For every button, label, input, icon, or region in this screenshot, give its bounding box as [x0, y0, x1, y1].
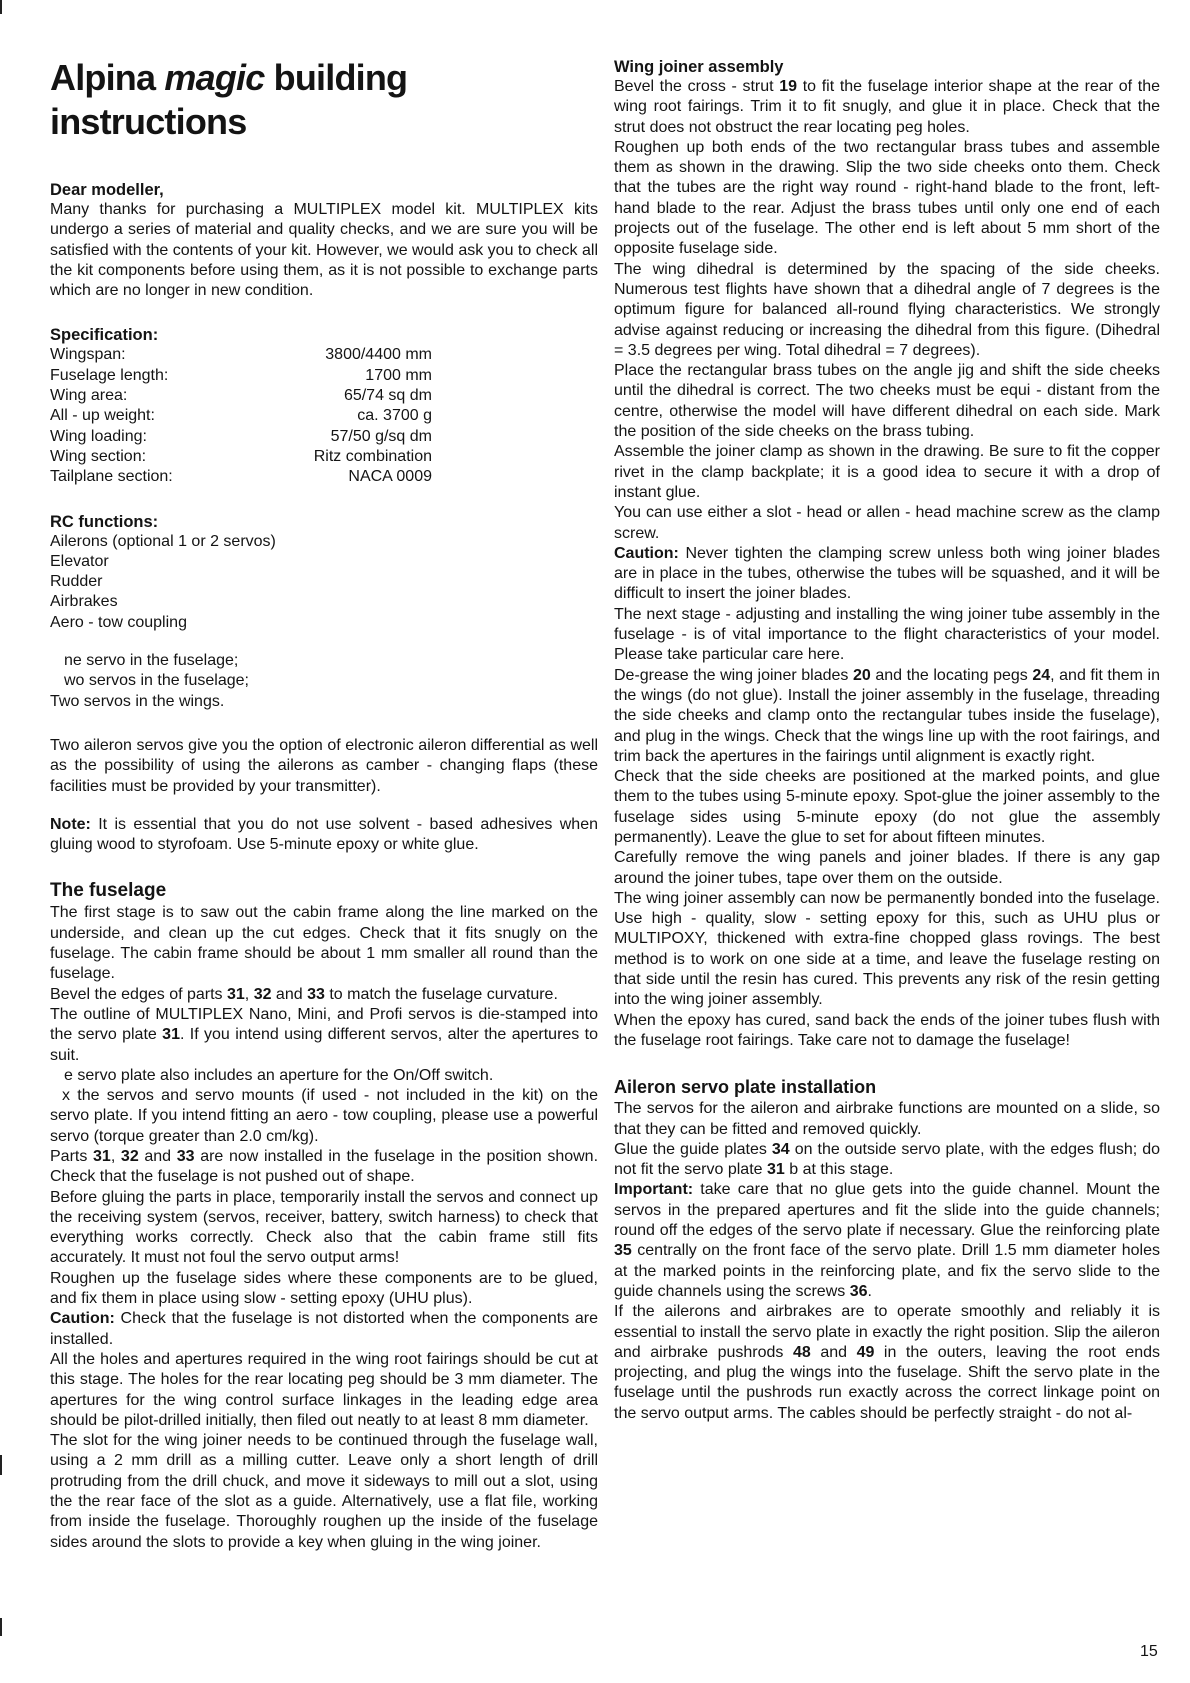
binding-mark [0, 1455, 2, 1475]
paragraph: Roughen up both ends of the two rectangular brass tubes and assemble them as shown in the drawing. Slip the two side cheeks onto them. Check that the tubes are the right way round - right-hand blade to the front, left-hand blade to the rear. Adjust the brass tubes until only one end of each projects out of the fuselage. The other end is left about 5 mm short of the opposite fuselage side. [614, 138, 1160, 258]
servo-option-list [50, 651, 598, 712]
page-number: 15 [1140, 1643, 1158, 1660]
important-paragraph: Important: take care that no glue gets into the guide channel. Mount the servos in the prepared apertures and fit the slide into the guide channels; round off the edges of the servo plate if necessary. Glue the reinforcing plate 35 centrally on the front face of the servo plate. Drill 1.5 mm diameter holes at the marked points in the reinforcing plate, and fix the servo slide to the guide channels using the screws 36. [614, 1181, 1160, 1300]
left-column [50, 56, 598, 1553]
paragraph: The wing dihedral is determined by the spacing of the side cheeks. Numerous test flights have shown that a dihedral angle of 7 degrees is the optimum figure for balanced all-round flying characteristics. We strongly advise against reducing or increasing the dihedral from this figure. (Dihedral = 3.5 degrees per wing. Total dihedral = 7 degrees). [614, 260, 1160, 359]
paragraph: x the servos and servo mounts (if used - not included in the kit) on the servo plate. If you intend fitting an aero - tow coupling, please use a powerful servo (torque greater than 2.0 cm/kg). [50, 1087, 598, 1145]
right-column [614, 57, 1160, 1424]
paragraph: If the ailerons and airbrakes are to operate smoothly and reliably it is essential to install the servo plate in exactly the right position. Slip the aileron and airbrake pushrods 48 and 49 in the outers, leaving the root ends projecting, and plug the wings into the fuselage. Shift the servo plate in the fuselage until the pushrods run exactly across the correct linkage point on the servo output arms. The cables should be perfectly straight - do not al- [614, 1303, 1161, 1422]
spec-row: Tailplane section: NACA 0009 [50, 468, 432, 486]
spec-table [50, 345, 598, 487]
note-paragraph: Note: It is essential that you do not use solvent - based adhesives when gluing wood to styrofoam. Use 5-minute epoxy or white glue. [50, 815, 598, 854]
aileron-paragraph: Two aileron servos give you the option of electronic aileron differential as well as the possibility of using the ailerons as camber - changing flaps (these facilities must be provided by your transmitter). [50, 736, 598, 795]
caution-paragraph: Caution: Never tighten the clamping screw unless both wing joiner blades are in place in the tubes, otherwise the tubes will be squashed, and it will be difficult to insert the joiner blades. [614, 544, 1160, 603]
list-item: Aero - tow coupling [50, 613, 187, 631]
intro-paragraph: Many thanks for purchasing a MULTIPLEX model kit. MULTIPLEX kits undergo a series of material and quality checks, and we are sure you will be satisfied with the contents of your kit. However, we would ask you to check all the kit components before using them, as it is not possible to exchange parts which are no longer in new condition. [50, 201, 598, 300]
spec-row: All - up weight: ca. 3700 g [50, 407, 432, 425]
paragraph: The slot for the wing joiner needs to be continued through the fuselage wall, using a 2 mm drill as a milling cutter. Leave only a short length of drill protruding from the drill chuck, and move it sideways to mill out a slot, using the the rear face of the slot as a guide. Alternatively, use a flat file, working from inside the fuselage. Thoroughly roughen up the inside of the fuselage sides around the slots to provide a key when gluing in the wing joiner. [50, 1432, 598, 1551]
paragraph: Carefully remove the wing panels and joiner blades. If there is any gap around the joiner tubes, tape over them on the outside. [614, 849, 1160, 887]
page-title: Alpina magic building instructions [50, 57, 408, 142]
paragraph: Before gluing the parts in place, temporarily install the servos and connect up the receiving system (servos, receiver, battery, switch harness) to check that everything works correctly. Check also that the cabin frame still fits accurately. It must not foul the servo output arms! [50, 1188, 598, 1267]
list-item: Ailerons (optional 1 or 2 servos) [50, 532, 276, 550]
list-item: wo servos in the fuselage; [64, 672, 249, 690]
spec-heading: Specification: [50, 326, 159, 345]
paragraph: Parts 31, 32 and 33 are now installed in the fuselage in the position shown. Check that the fuselage is not pushed out of shape. [50, 1147, 599, 1186]
paragraph: Assemble the joiner clamp as shown in the drawing. Be sure to fit the copper rivet in the clamp backplate; it is a good idea to secure it with a drop of instant glue. [614, 443, 1160, 501]
rc-function-list [50, 532, 598, 633]
spec-row: Wing loading: 57/50 g/sq dm [50, 427, 432, 445]
list-item: Two servos in the wings. [50, 692, 225, 710]
paragraph: De-grease the wing joiner blades 20 and the locating pegs 24, and fit them in the wings (do not glue). Install the joiner assembly in the fuselage, threading the side cheeks and clamp onto the rectangular tubes inside the fuselage), and plug in the wings. Check that the wings line up with the root fairings, and trim back the apertures in the fairings until alignment is exactly right. [614, 666, 1160, 765]
paragraph: Place the rectangular brass tubes on the angle jig and shift the side cheeks until the dihedral is correct. The two cheeks must be equi - distant from the centre, otherwise the model will have different dihedral on each side. Mark the position of the side cheeks on the brass tubing. [614, 362, 1160, 441]
paragraph: The outline of MULTIPLEX Nano, Mini, and Profi servos is die-stamped into the servo plate 31. If you intend using different servos, alter the apertures to suit. [50, 1005, 599, 1064]
paragraph: Check that the side cheeks are positioned at the marked points, and glue them to the tubes using 5-minute epoxy. Spot-glue the joiner assembly to the fuselage sides using 5-minute epoxy (do not glue the assembly permanently). Leave the glue to set for about fifteen minutes. [614, 768, 1160, 846]
paragraph: You can use either a slot - head or allen - head machine screw as the clamp screw. [614, 504, 1160, 542]
paragraph: The first stage is to saw out the cabin frame along the line marked on the underside, and clean up the cut edges. Check that it fits snugly on the fuselage. The cabin frame should be about 1 mm smaller all round than the fuselage. [50, 904, 598, 983]
aileron-servo-heading: Aileron servo plate installation [614, 1077, 877, 1098]
paragraph: The wing joiner assembly can now be permanently bonded into the fuselage. Use high - quality, slow - setting epoxy for this, such as UHU plus or MULTIPOXY, thickened with extra-fine chopped glass rovings. The best method is to work on one side at a time, and leave the fuselage resting on that side until the resin has cured. This prevents any risk of the resin getting into the wing joiner assembly. [614, 889, 1160, 1009]
spec-row: Wing section: Ritz combination [50, 447, 432, 465]
paragraph: Bevel the edges of parts 31, 32 and 33 to match the fuselage curvature. [50, 985, 558, 1003]
paragraph: The servos for the aileron and airbrake functions are mounted on a slide, so that they can be fitted and removed quickly. [614, 1100, 1160, 1138]
paragraph: All the holes and apertures required in the wing root fairings should be cut at this stage. The holes for the rear locating peg should be 3 mm diameter. The apertures for the wing control surface linkages in the leading edge area should be pilot-drilled initially, then filed out neatly to at least 8 mm diameter. [50, 1350, 598, 1429]
list-item: Airbrakes [50, 593, 118, 611]
wing-joiner-heading: Wing joiner assembly [614, 58, 784, 76]
paragraph: When the epoxy has cured, sand back the ends of the joiner tubes flush with the fuselage root fairings. Take care not to damage the fuselage! [614, 1011, 1160, 1049]
paragraph: The next stage - adjusting and installing the wing joiner tube assembly in the fuselage - is of vital importance to the flight characteristics of your model. Please take particular care here. [614, 605, 1160, 664]
binding-mark [0, 1618, 2, 1636]
paragraph: e servo plate also includes an aperture for the On/Off switch. [64, 1066, 494, 1084]
rc-heading: RC functions: [50, 512, 159, 531]
binding-mark [0, 0, 2, 14]
paragraph: Bevel the cross - strut 19 to fit the fuselage interior shape at the rear of the wing root fairings. Trim it to fit snugly, and glue it in place. Check that the strut does not obstruct the rear locating peg holes. [614, 78, 1161, 136]
list-item: ne servo in the fuselage; [64, 652, 239, 670]
list-item: Elevator [50, 552, 109, 570]
fuselage-heading: The fuselage [50, 880, 167, 902]
spec-row: Wing area: 65/74 sq dm [50, 387, 432, 405]
paragraph: Glue the guide plates 34 on the outside servo plate, with the edges flush; do not fit the servo plate 31 b at this stage. [614, 1140, 1160, 1179]
paragraph: Roughen up the fuselage sides where these components are to be glued, and fix them in place using slow - setting epoxy (UHU plus). [50, 1269, 598, 1308]
caution-paragraph: Caution: Check that the fuselage is not distorted when the components are installed. [50, 1310, 598, 1348]
list-item: Rudder [50, 573, 103, 591]
greeting: Dear modeller, [50, 181, 164, 199]
spec-row: Wingspan: 3800/4400 mm [50, 346, 432, 364]
spec-row: Fuselage length: 1700 mm [50, 366, 432, 384]
